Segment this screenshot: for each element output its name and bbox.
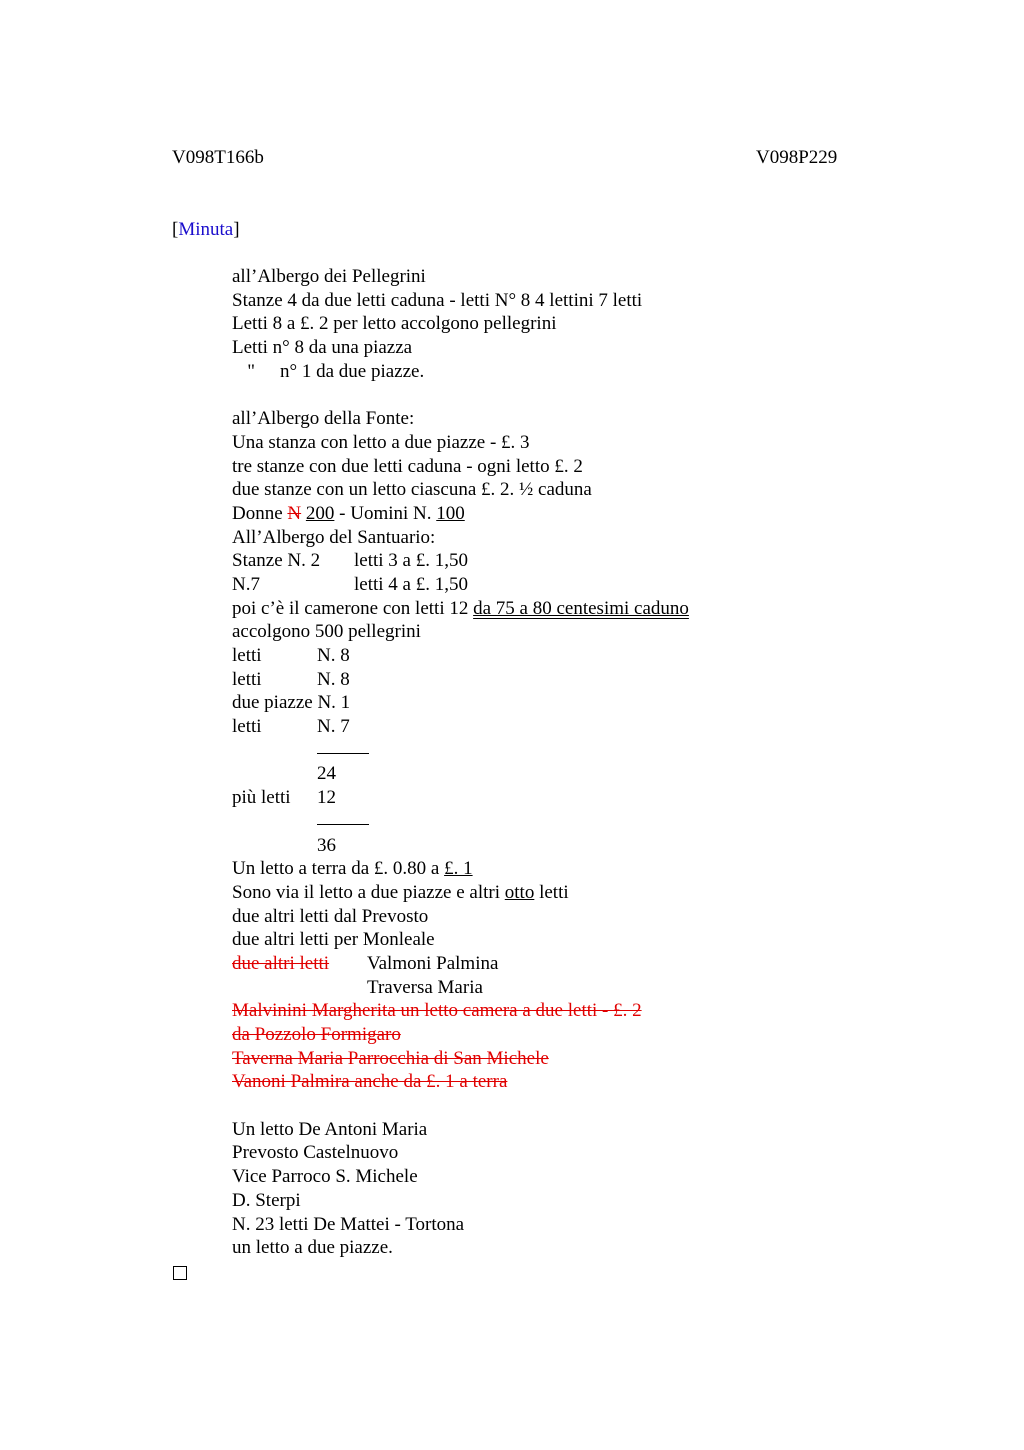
minuta-heading [172,218,240,242]
tally-row-1 [232,644,852,668]
tally-row-6 [232,786,852,810]
checkbox-square-icon [173,1266,187,1280]
santuario-row-2-rooms: N.7 [232,573,260,595]
fonte-title: all’Albergo della Fonte: [232,408,415,430]
tally-row-4-label: letti [232,716,262,738]
total-value: 36 [317,834,336,856]
deleted-text: due altri letti [232,952,330,974]
santuario-title: All’Albergo del Santuario: [232,526,436,548]
fonte-donne-uomini [232,502,852,526]
final-line-3: Vice Parroco S. Michele [232,1166,418,1188]
final-line-2: Prevosto Castelnuovo [232,1142,399,1164]
santuario-capacity: accolgono 500 pellegrini [232,621,421,643]
tally-total [232,834,852,858]
notes-line-2 [232,881,852,905]
sum-rule [317,824,369,825]
pellegrini-title: all’Albergo dei Pellegrini [232,266,426,287]
camerone-price: da 75 a 80 centesimi caduno [473,597,689,619]
sum-rule [317,753,369,754]
notes-line-6 [232,976,852,1000]
fonte-line-3: tre stanze con due letti caduna - ogni letto £. 2 [232,455,583,477]
document-body [232,265,852,1260]
name-traversa: Traversa Maria [367,976,483,998]
final-line-6: un letto a due piazze. [232,1237,393,1259]
pellegrini-line-5 [232,360,852,384]
notes-line-4: due altri letti per Monleale [232,929,435,951]
pellegrini-line-3: Letti 8 a £. 2 per letto accolgono pellegrini [232,313,557,335]
tally-row-4-value: N. 7 [317,716,350,738]
ditto-mark: " [247,360,255,382]
santuario-row-2 [232,573,852,597]
notes-line-3: due altri letti dal Prevosto [232,905,429,927]
tally-rule-1 [232,739,852,763]
deleted-line-1: Malvinini Margherita un letto camera a due letti - £. 2 [232,1000,642,1022]
notes-line-1-text: Un letto a terra da £. 0.80 a [232,858,445,880]
donne-count: 200 [305,502,335,524]
minuta-close-bracket: ] [233,219,240,240]
uomini-label: - Uomini N. [334,502,437,524]
santuario-row-2-beds: letti 4 a £. 1,50 [354,573,468,595]
pellegrini-line-2: Stanze 4 da due letti caduna - letti N° 8 4 lettini 7 letti [232,289,643,311]
tally-row-4 [232,715,852,739]
donne-deleted-n: N [287,502,302,524]
document-code-right: V098P229 [756,147,838,168]
tally-row-1-label: letti [232,645,262,666]
tally-row-2 [232,668,852,692]
santuario-row-1-beds: letti 3 a £. 1,50 [354,550,468,572]
notes-line-5 [232,952,852,976]
notes-line-1-price: £. 1 [444,858,473,880]
camerone-text: poi c’è il camerone con letti 12 [232,597,474,619]
tally-subtotal [232,762,852,786]
fonte-line-2: Una stanza con letto a due piazze - £. 3 [232,431,530,453]
uomini-count: 100 [436,502,465,524]
subtotal-value: 24 [317,763,336,785]
name-valmoni: Valmoni Palmina [367,952,499,974]
tally-row-6-value: 12 [317,787,336,809]
minuta-link[interactable]: Minuta [178,219,234,240]
final-line-4: D. Sterpi [232,1189,301,1211]
fonte-line-4: due stanze con un letto ciascuna £. 2. ½ caduna [232,479,592,501]
notes-line-1 [232,857,852,881]
tally-row-2-value: N. 8 [317,668,350,690]
pellegrini-line-4: Letti n° 8 da una piazza [232,337,413,359]
deleted-line-3: Taverna Maria Parrocchia di San Michele [232,1047,549,1069]
deleted-line-2: da Pozzolo Formigaro [232,1024,401,1045]
notes-line-2-text: Sono via il letto a due piazze e altri [232,881,505,903]
tally-row-6-label: più letti [232,787,291,809]
notes-line-2-end: letti [534,881,569,903]
tally-row-3: due piazze N. 1 [232,692,351,714]
notes-line-2-otto: otto [504,881,535,903]
santuario-row-1-rooms: Stanze N. 2 [232,550,321,572]
document-code-left: V098T166b [172,147,264,168]
minuta-open-bracket: [ [172,219,179,240]
final-line-1: Un letto De Antoni Maria [232,1118,428,1140]
santuario-camerone [232,597,852,621]
tally-row-1-value: N. 8 [317,645,350,666]
pellegrini-line-5-text: n° 1 da due piazze. [280,360,425,382]
tally-row-2-label: letti [232,668,262,690]
donne-label: Donne [232,502,288,524]
final-line-5: N. 23 letti De Mattei - Tortona [232,1213,465,1235]
santuario-row-1 [232,549,852,573]
deleted-line-4: Vanoni Palmira anche da £. 1 a terra [232,1071,508,1093]
tally-rule-2 [232,810,852,834]
